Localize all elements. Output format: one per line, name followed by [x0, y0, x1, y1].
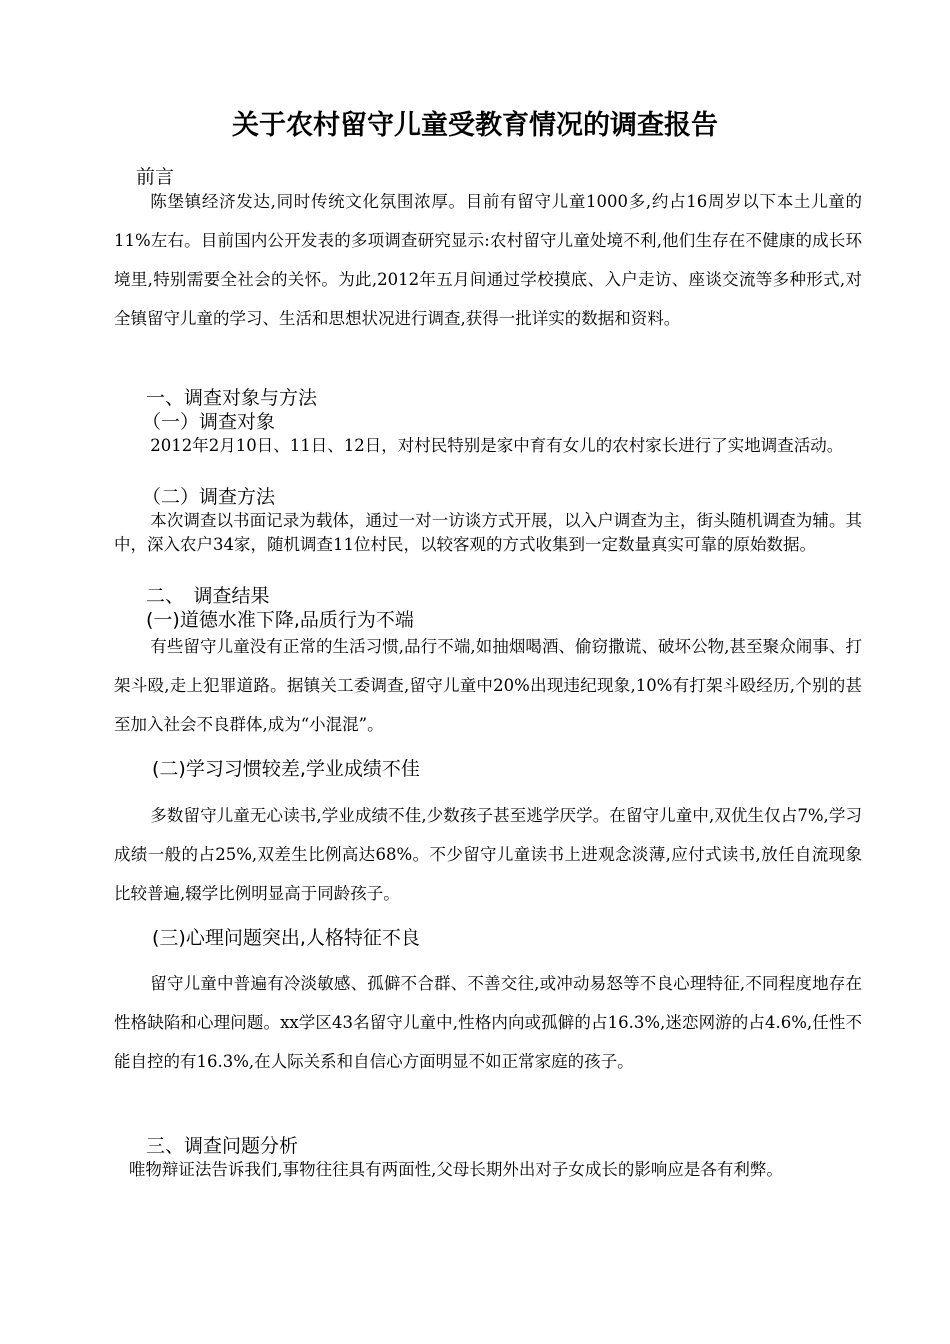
section1-sub1-heading: （一）调查对象 — [142, 411, 276, 433]
preface-heading: 前言 — [136, 166, 175, 188]
section2-sub2-paragraph: 多数留守儿童无心读书,学业成绩不佳,少数孩子甚至逃学厌学。在留守儿童中,双优生仅占7%,学习成绩一般的占25%,双差生比例高达68%。不少留守儿童读书上进观念淡薄,应付式读书,放任自流现象比较普遍,辍学比例明显高于同龄孩子。 — [114, 806, 862, 903]
section2-sub2-heading: (二)学习习惯较差,学业成绩不佳 — [152, 758, 420, 780]
section2-heading: 二、 调查结果 — [146, 585, 270, 607]
section2-sub1-paragraph: 有些留守儿童没有正常的生活习惯,品行不端,如抽烟喝酒、偷窃撒谎、破坏公物,甚至聚众闹事、打架斗殴,走上犯罪道路。据镇关工委调查,留守儿童中20%出现违纪现象,10%有打架斗殴经历,个别的甚至加入社会不良群体,成为“小混混”。 — [114, 637, 862, 734]
section1-heading: 一、调查对象与方法 — [146, 387, 318, 409]
document-title: 关于农村留守儿童受教育情况的调查报告 — [232, 110, 718, 141]
section3-heading: 三、调查问题分析 — [146, 1135, 299, 1157]
preface-paragraph: 陈堡镇经济发达,同时传统文化氛围浓厚。目前有留守儿童1000多,约占16周岁以下本土儿童的11%左右。目前国内公开发表的多项调查研究显示:农村留守儿童处境不利,他们生存在不健康的成长环境里,特别需要全社会的关怀。为此,2012年五月间通过学校摸底、入户走访、座谈交流等多种形式,对全镇留守儿童的学习、生活和思想状况进行调查,获得一批详实的数据和资料。 — [114, 192, 862, 328]
section1-sub1-paragraph: 2012年2月10日、11日、12日，对村民特别是家中育有女儿的农村家长进行了实地调查活动。 — [150, 436, 844, 455]
section1-sub2-paragraph: 本次调查以书面记录为载体，通过一对一访谈方式开展，以入户调查为主，街头随机调查为辅。其中，深入农户34家，随机调查11位村民，以较客观的方式收集到一定数量真实可靠的原始数据。 — [114, 511, 862, 554]
section2-sub3-heading: (三)心理问题突出,人格特征不良 — [152, 927, 420, 949]
section3-paragraph: 唯物辩证法告诉我们,事物往往具有两面性,父母长期外出对子女成长的影响应是各有利弊。 — [128, 1160, 783, 1179]
section2-sub1-heading: (一)道德水准下降,品质行为不端 — [146, 609, 414, 631]
section1-sub2-heading: （二）调查方法 — [142, 486, 276, 508]
section2-sub3-paragraph: 留守儿童中普遍有冷淡敏感、孤僻不合群、不善交往,或冲动易怒等不良心理特征,不同程度地存在性格缺陷和心理问题。xx学区43名留守儿童中,性格内向或孤僻的占16.3%,迷恋网游的占4.6%,任性不能自控的有16.3%,在人际关系和自信心方面明显不如正常家庭的孩子。 — [114, 974, 862, 1071]
